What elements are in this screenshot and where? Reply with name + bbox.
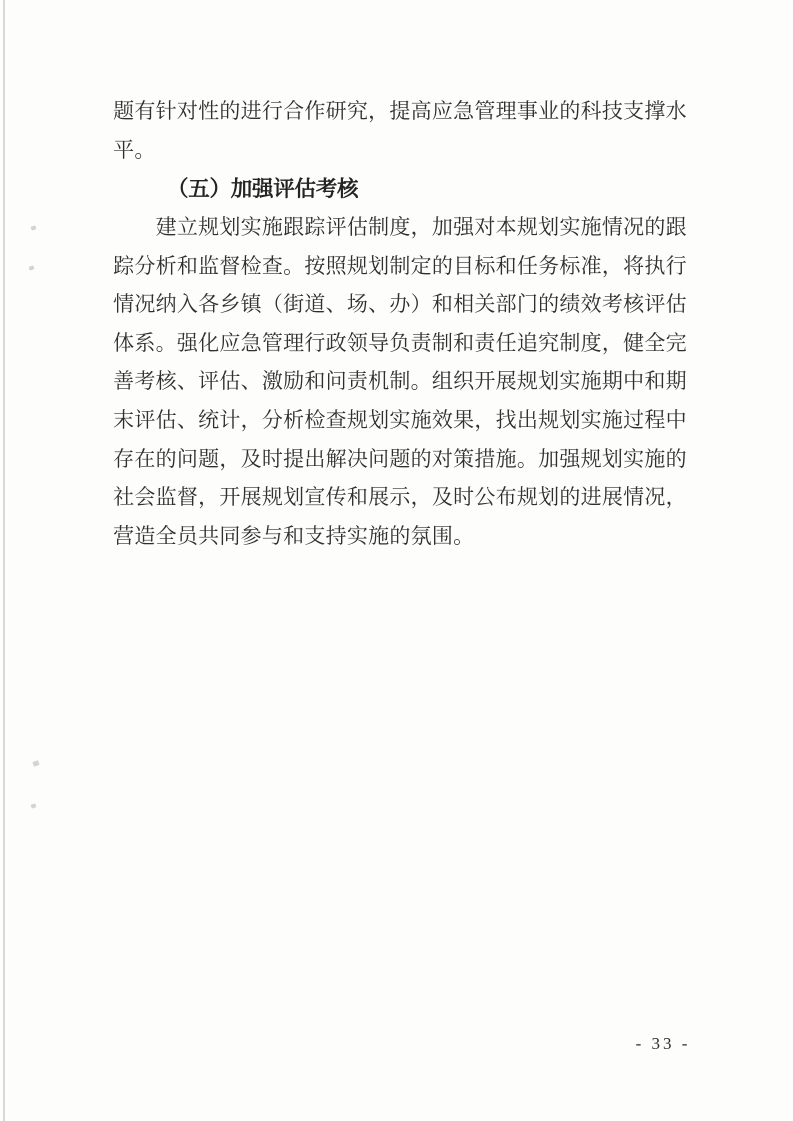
page-number: - 33 -	[635, 1034, 691, 1053]
scan-speck	[28, 265, 34, 270]
text-line: 平 。	[113, 137, 156, 162]
scan-speck	[32, 760, 39, 767]
text-line: 题 有 针 对 性 的 进 行 合 作 研 究 ， 提 高 应 急 管 理 事 业 的 科 技 支 撑 水	[113, 99, 687, 124]
text-line: 善 考 核 、 评 估 、 激 励 和 问 责 机 制 。 组 织 开 展 规 划 实 施 期 中 和 期	[113, 369, 687, 394]
text-line: 体 系 。 强 化 应 急 管 理 行 政 领 导 负 责 制 和 责 任 追 究 制 度 ， 健 全 完	[113, 330, 687, 355]
indent-spacer	[113, 226, 156, 227]
scan-edge-line	[3, 0, 5, 1121]
text-line: 存 在 的 问 题 ， 及 时 提 出 解 决 问 题 的 对 策 措 施 。 加 强 规 划 实 施 的	[113, 446, 687, 471]
text-line: 营 造 全 员 共 同 参 与 和 支 持 实 施 的 氛 围 。	[113, 523, 475, 548]
body-text	[113, 91, 688, 554]
text-line: 末 评 估 、 统 计 ， 分 析 检 查 规 划 实 施 效 果 ， 找 出 规 划 实 施 过 程 中	[113, 408, 687, 433]
text-line: 情 况 纳 入 各 乡 镇 （ 街 道 、 场 、 办 ） 和 相 关 部 门 的 绩 效 考 核 评 估	[113, 292, 687, 317]
text-line: 踪 分 析 和 监 督 检 查 。 按 照 规 划 制 定 的 目 标 和 任 务 标 准 ， 将 执 行	[113, 253, 687, 278]
text-line: 建 立 规 划 实 施 跟 踪 评 估 制 度 ， 加 强 对 本 规 划 实 施 情 况 的 跟	[113, 207, 688, 246]
scan-speck	[30, 803, 36, 808]
scan-speck	[30, 225, 36, 230]
text-line: 社 会 监 督 ， 开 展 规 划 宣 传 和 展 示 ， 及 时 公 布 规 划 的 进 展 情 况 ，	[113, 485, 687, 510]
section-heading: （ 五 ） 加 强 评 估 考 核	[167, 176, 359, 201]
